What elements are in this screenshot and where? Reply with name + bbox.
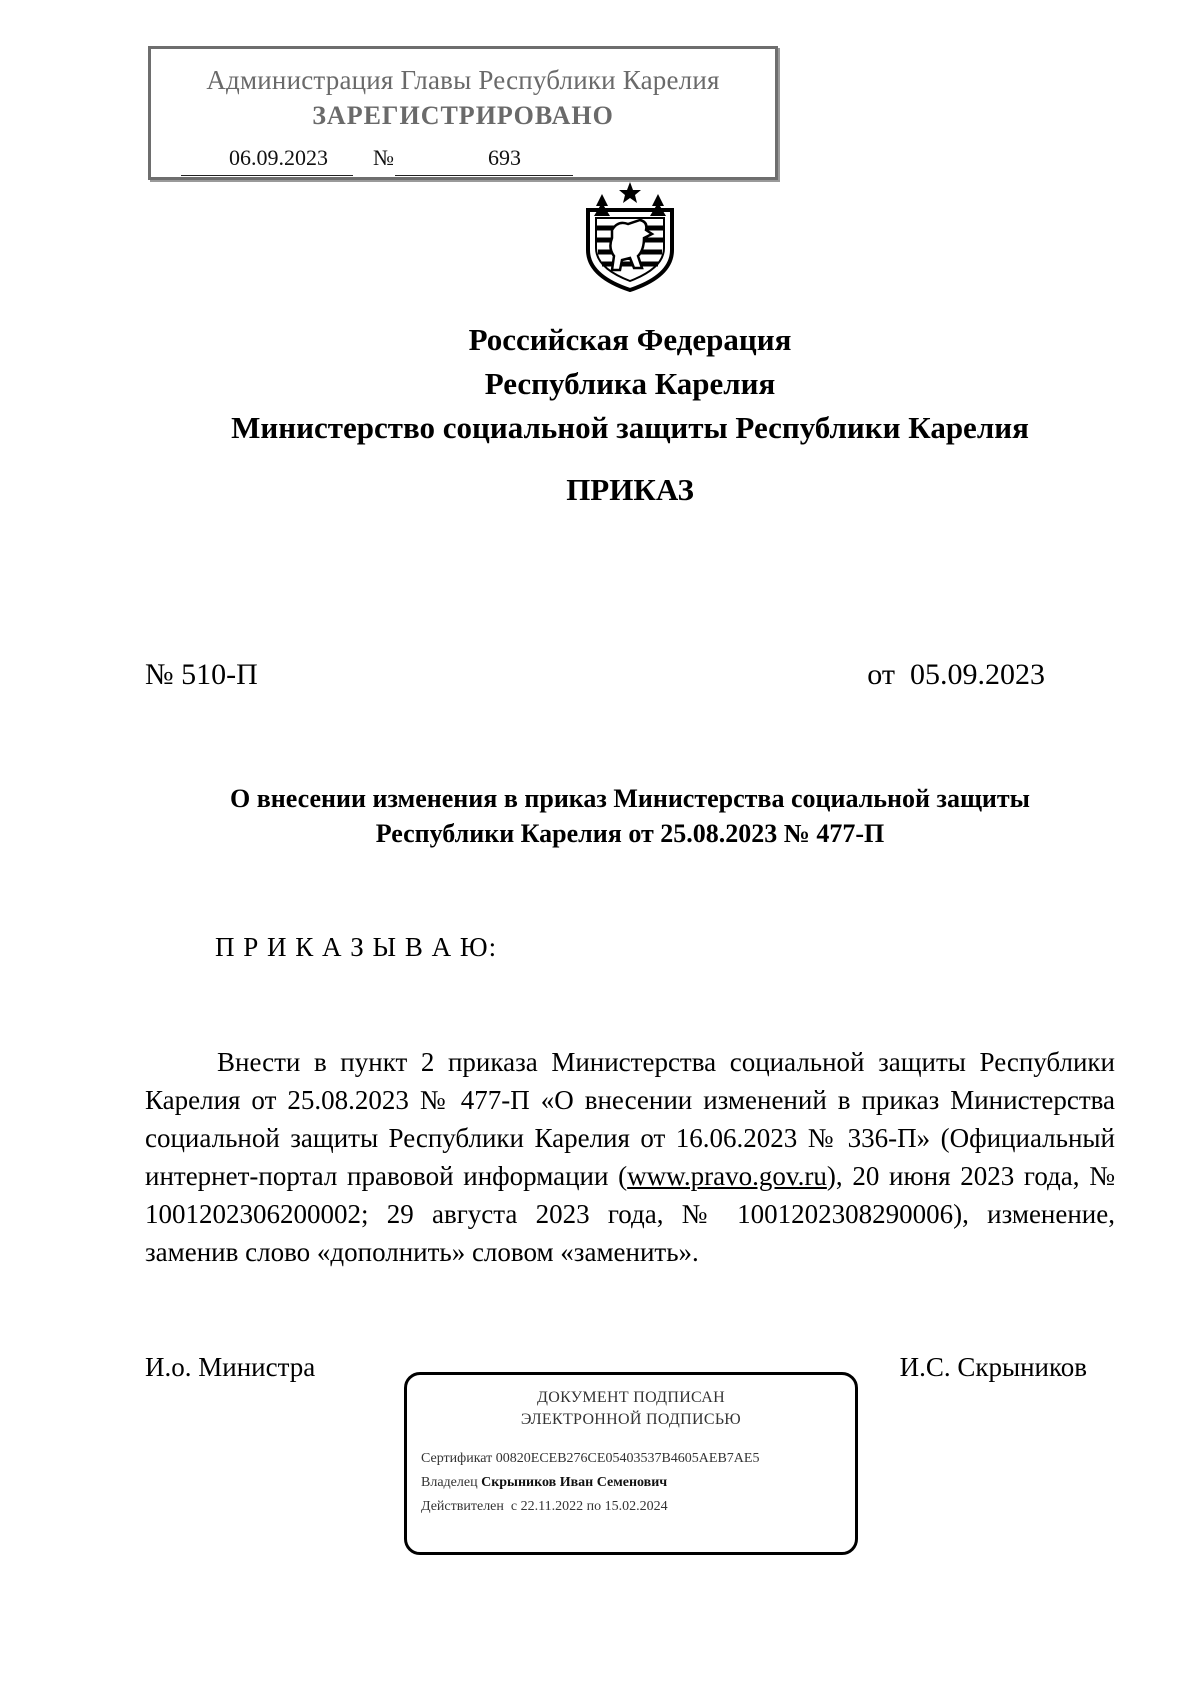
- esign-valid-to-label: по: [586, 1499, 602, 1514]
- document-type: ПРИКАЗ: [566, 472, 694, 507]
- esign-validity: [421, 1499, 668, 1515]
- registration-status: ЗАРЕГИСТРИРОВАНО: [312, 101, 614, 130]
- header-country: Российская Федерация: [468, 322, 792, 357]
- esign-valid-to: 15.02.2024: [604, 1499, 668, 1514]
- esign-certificate-label: Сертификат: [421, 1451, 493, 1466]
- esign-title-2: ЭЛЕКТРОННОЙ ПОДПИСЬЮ: [520, 1411, 742, 1428]
- esign-valid-from: 22.11.2022: [520, 1499, 584, 1514]
- esign-valid-label: Действителен с: [421, 1499, 518, 1514]
- order-body: [145, 1043, 1115, 1271]
- esign-title-1: ДОКУМЕНТ ПОДПИСАН: [537, 1389, 725, 1406]
- esign-owner-label: Владелец: [421, 1475, 478, 1490]
- order-date: от 05.09.2023: [867, 658, 1045, 691]
- registration-organization: Администрация Главы Республики Карелия: [206, 65, 720, 95]
- order-number: № 510-П: [145, 658, 258, 691]
- signer-name: И.С. Скрыников: [899, 1352, 1087, 1382]
- esign-certificate: [421, 1451, 759, 1467]
- esign-certificate-value: 00820ECEB276CE05403537B4605AEB7AE5: [495, 1451, 760, 1466]
- registration-number-label: №: [373, 145, 394, 170]
- subject-line-1: О внесении изменения в приказ Министерства социальной защиты: [230, 784, 1030, 813]
- body-text-part-2: ), 20 июня 2023 года, № 1001202306200002; 29 августа 2023 года, № 1001202308290006), изменение, заменив слово «дополнить» словом «заменить».: [145, 1161, 1115, 1267]
- header-region: Республика Карелия: [484, 366, 776, 401]
- subject-line-2: Республики Карелия от 25.08.2023 № 477-П: [375, 819, 885, 848]
- registration-number: 693: [488, 145, 521, 170]
- esign-owner: [421, 1475, 667, 1491]
- registration-stamp: [148, 46, 778, 180]
- header-ministry: Министерство социальной защиты Республики Карелия: [231, 410, 1029, 445]
- registration-date: 06.09.2023: [229, 145, 328, 170]
- karelia-coat-of-arms-icon: [582, 180, 678, 292]
- signer-position: И.о. Министра: [145, 1352, 316, 1382]
- pravo-link[interactable]: www.pravo.gov.ru: [627, 1161, 827, 1191]
- registration-number-line: [395, 141, 573, 176]
- electronic-signature-stamp: [404, 1372, 858, 1555]
- esign-owner-value: Скрыников Иван Семенович: [481, 1475, 668, 1490]
- order-word: П Р И К А З Ы В А Ю:: [215, 932, 498, 962]
- body-text-part-1: Внести в пункт 2 приказа Министерства социальной защиты Республики Карелия от 25.08.2023 № 477-П «О внесении изменений в приказ Министерства социальной защиты Республики Карелия от 16.06.2023 № 336-П» (Официальный интернет-портал правовой информации (: [145, 1047, 1115, 1191]
